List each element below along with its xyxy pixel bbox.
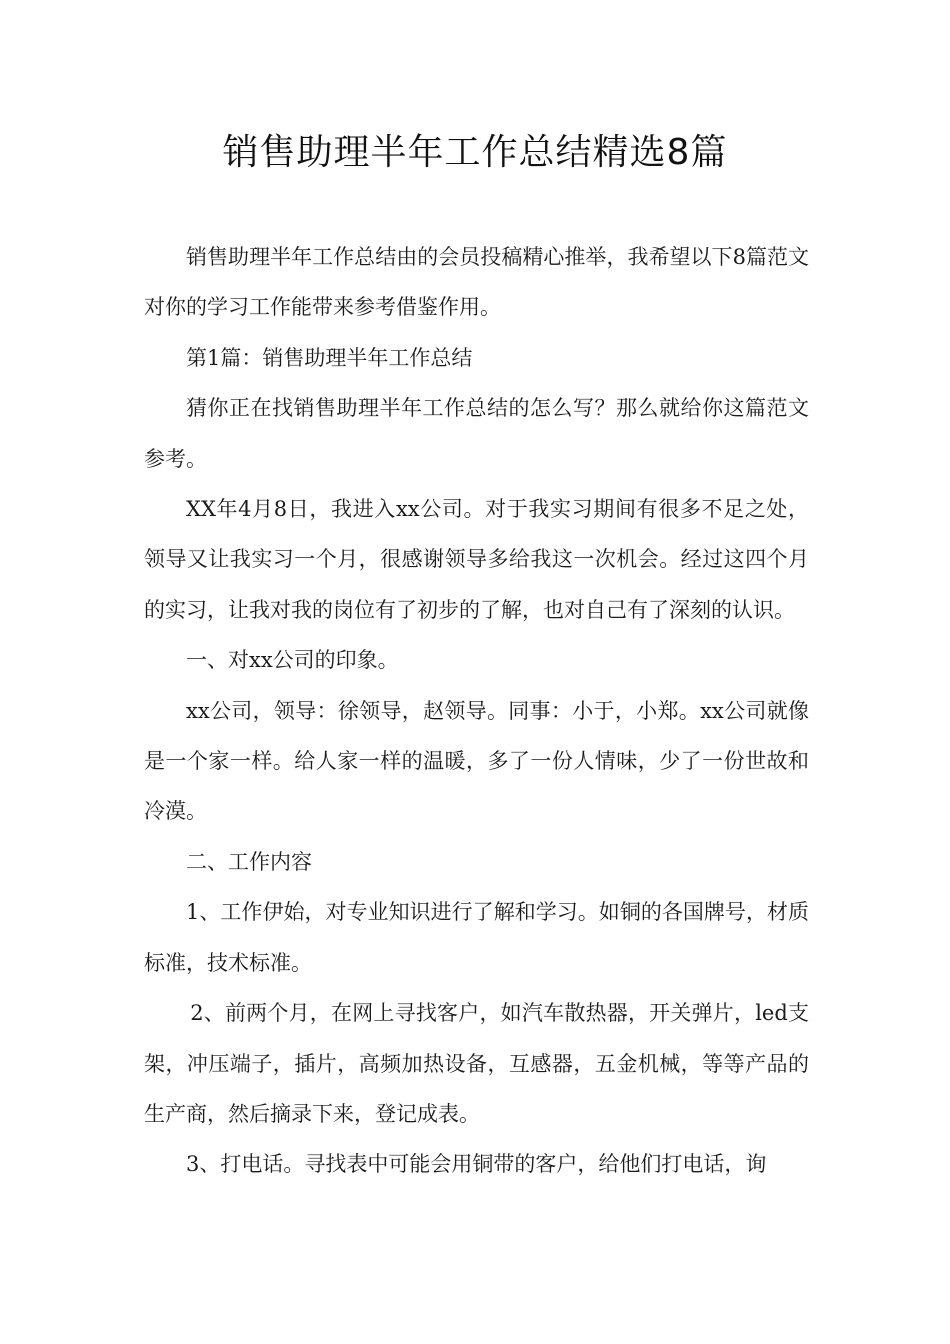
paragraph-section-heading: 第1篇：销售助理半年工作总结 (186, 345, 473, 370)
paragraph: 3、打电话。寻找表中可能会用铜带的客户，给他们打电话，询 (186, 1152, 767, 1177)
paragraph-heading: 二、工作内容 (186, 849, 312, 874)
paragraph-heading: 一、对xx公司的印象。 (186, 648, 399, 673)
paragraph: 2、前两个月，在网上寻找客户，如汽车散热器，开关弹片，led支架，冲压端子，插片，高频加热设备，互感器，五金机械，等等产品的生产商，然后摘录下来，登记成表。 (144, 1001, 809, 1126)
paragraph: 猜你正在找销售助理半年工作总结的怎么写？那么就给你这篇范文参考。 (144, 396, 809, 471)
paragraph: XX年4月8日，我进入xx公司。对于我实习期间有很多不足之处，领导又让我实习一个月，很感谢领导多给我这一次机会。经过这四个月的实习，让我对我的岗位有了初步的了解，也对自己有了深刻的认识。 (144, 497, 809, 622)
paragraph: 1、工作伊始，对专业知识进行了解和学习。如铜的各国牌号，材质标准，技术标准。 (144, 900, 809, 975)
document-title: 销售助理半年工作总结精选8篇 (222, 132, 728, 173)
paragraph: xx公司，领导：徐领导，赵领导。同事：小于，小郑。xx公司就像是一个家一样。给人家一样的温暖，多了一份人情味，少了一份世故和冷漠。 (144, 698, 809, 824)
paragraph-intro: 销售助理半年工作总结由的会员投稿精心推举，我希望以下8篇范文对你的学习工作能带来参考借鉴作用。 (144, 245, 809, 320)
document-body (144, 232, 809, 1190)
